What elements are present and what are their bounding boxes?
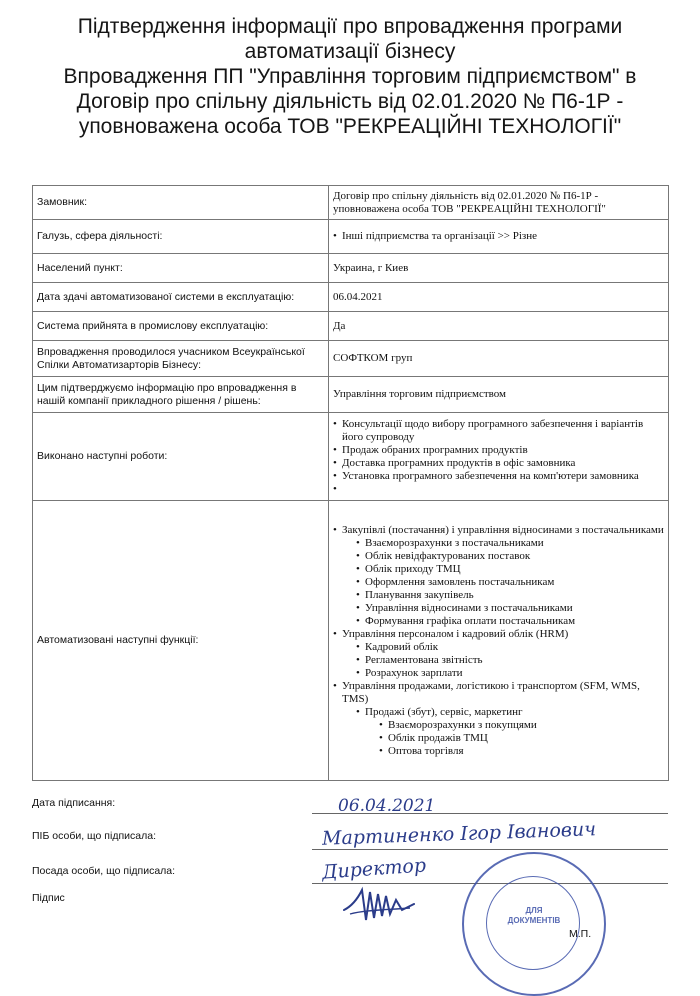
function-item: • Кадровий облік bbox=[356, 641, 664, 654]
function-item: • Взаєморозрахунки з постачальниками bbox=[356, 537, 664, 550]
stamp-text-line: ДЛЯ bbox=[525, 906, 543, 915]
function-item: • Регламентована звітність bbox=[356, 654, 664, 667]
implementer-value: СОФТКОМ груп bbox=[329, 341, 669, 377]
title-line: Впровадження ПП "Управління торговим підприємством" в bbox=[63, 65, 637, 88]
stamp-place-label: М.П. bbox=[569, 928, 592, 940]
signature-sign-label: Підпис bbox=[32, 892, 65, 904]
works-label: Виконано наступні роботи: bbox=[33, 413, 329, 501]
handover-date-value: 06.04.2021 bbox=[329, 283, 669, 312]
signature-date-label: Дата підписання: bbox=[32, 797, 116, 809]
row-solution bbox=[33, 377, 669, 413]
handwritten-position: Директор bbox=[321, 854, 427, 884]
city-value: Украина, г Киев bbox=[329, 254, 669, 283]
handover-date-label: Дата здачі автоматизованої системи в експлуатацію: bbox=[33, 283, 329, 312]
company-stamp bbox=[462, 852, 606, 996]
stamp-text-line: ДОКУМЕНТІВ bbox=[507, 916, 561, 925]
title-line: автоматизації бізнесу bbox=[244, 40, 456, 63]
document-title bbox=[0, 14, 700, 139]
handwritten-signature bbox=[340, 880, 425, 930]
function-group bbox=[333, 524, 664, 628]
signature-name-line bbox=[312, 849, 668, 850]
customer-value bbox=[329, 186, 669, 220]
city-label: Населений пункт: bbox=[33, 254, 329, 283]
handwritten-date: 06.04.2021 bbox=[338, 796, 436, 816]
implementer-label: Впровадження проводилося учасником Всеукраїнської Спілки Автоматизарторів Бізнесу: bbox=[33, 341, 329, 377]
function-item: • Розрахунок зарплати bbox=[356, 667, 664, 680]
row-implementer bbox=[33, 341, 669, 377]
industry-item: • Інші підприємства та організації >> Різне bbox=[333, 230, 664, 243]
function-item: • Облік продажів ТМЦ bbox=[379, 732, 664, 745]
row-customer bbox=[33, 186, 669, 220]
info-table bbox=[32, 185, 669, 781]
function-item: • Формування графіка оплати постачальникам bbox=[356, 615, 664, 628]
accepted-label: Система прийнята в промислову експлуатацію: bbox=[33, 312, 329, 341]
works-value bbox=[329, 413, 669, 501]
function-item: • Взаєморозрахунки з покупцями bbox=[379, 719, 664, 732]
stamp-center-text bbox=[464, 906, 604, 926]
function-group-title: Закупівлі (постачання) і управління відносинами з постачальниками bbox=[342, 523, 664, 536]
function-group-title: Управління продажами, логістикою і транспортом (SFM, WMS, TMS) bbox=[342, 679, 640, 705]
function-item: • Облік невідфактурованих поставок bbox=[356, 550, 664, 563]
signature-position-label: Посада особи, що підписала: bbox=[32, 865, 176, 877]
customer-value-line: Договір про спільну діяльність від 02.01.2020 № П6-1Р - bbox=[333, 189, 599, 202]
row-accepted bbox=[33, 312, 669, 341]
function-item: • Облік приходу ТМЦ bbox=[356, 563, 664, 576]
customer-value-line: уповноважена особа ТОВ "РЕКРЕАЦІЙНІ ТЕХНОЛОГІЇ" bbox=[333, 202, 606, 215]
works-item bbox=[333, 483, 664, 496]
function-item: • Управління відносинами з постачальниками bbox=[356, 602, 664, 615]
works-item: • Консультації щодо вибору програмного забезпечення і варіантів його супроводу bbox=[333, 418, 664, 444]
signature-name-label: ПІБ особи, що підписала: bbox=[32, 830, 156, 842]
row-works bbox=[33, 413, 669, 501]
function-group bbox=[333, 628, 664, 680]
accepted-value: Да bbox=[329, 312, 669, 341]
row-industry bbox=[33, 220, 669, 254]
handwritten-name: Мартиненко Ігор Іванович bbox=[321, 818, 597, 850]
works-item: • Доставка програмних продуктів в офіс замовника bbox=[333, 457, 664, 470]
row-handover-date bbox=[33, 283, 669, 312]
title-line: Договір про спільну діяльність від 02.01.2020 № П6-1Р - bbox=[76, 90, 624, 113]
function-subgroup bbox=[356, 706, 664, 758]
functions-label: Автоматизовані наступні функції: bbox=[33, 501, 329, 781]
title-line: уповноважена особа ТОВ "РЕКРЕАЦІЙНІ ТЕХНОЛОГІЇ" bbox=[78, 115, 622, 138]
function-item: • Оптова торгівля bbox=[379, 745, 664, 758]
industry-value bbox=[329, 220, 669, 254]
works-item: • Установка програмного забезпечення на комп'ютери замовника bbox=[333, 470, 664, 483]
industry-label: Галузь, сфера діяльності: bbox=[33, 220, 329, 254]
solution-value: Управління торговим підприємством bbox=[329, 377, 669, 413]
function-item: • Планування закупівель bbox=[356, 589, 664, 602]
row-functions bbox=[33, 501, 669, 781]
function-group-title: Управління персоналом і кадровий облік (HRM) bbox=[342, 627, 569, 640]
row-city bbox=[33, 254, 669, 283]
functions-value bbox=[329, 501, 669, 781]
solution-label: Цим підтверджуємо інформацію про впровадження в нашій компанії прикладного рішення / рішень: bbox=[33, 377, 329, 413]
function-item: • Оформлення замовлень постачальникам bbox=[356, 576, 664, 589]
title-line: Підтвердження інформації про впровадження програми bbox=[77, 15, 623, 38]
function-group bbox=[333, 680, 664, 758]
customer-label: Замовник: bbox=[33, 186, 329, 220]
function-subgroup-title: Продажі (збут), сервіс, маркетинг bbox=[365, 705, 523, 718]
works-item: • Продаж обраних програмних продуктів bbox=[333, 444, 664, 457]
